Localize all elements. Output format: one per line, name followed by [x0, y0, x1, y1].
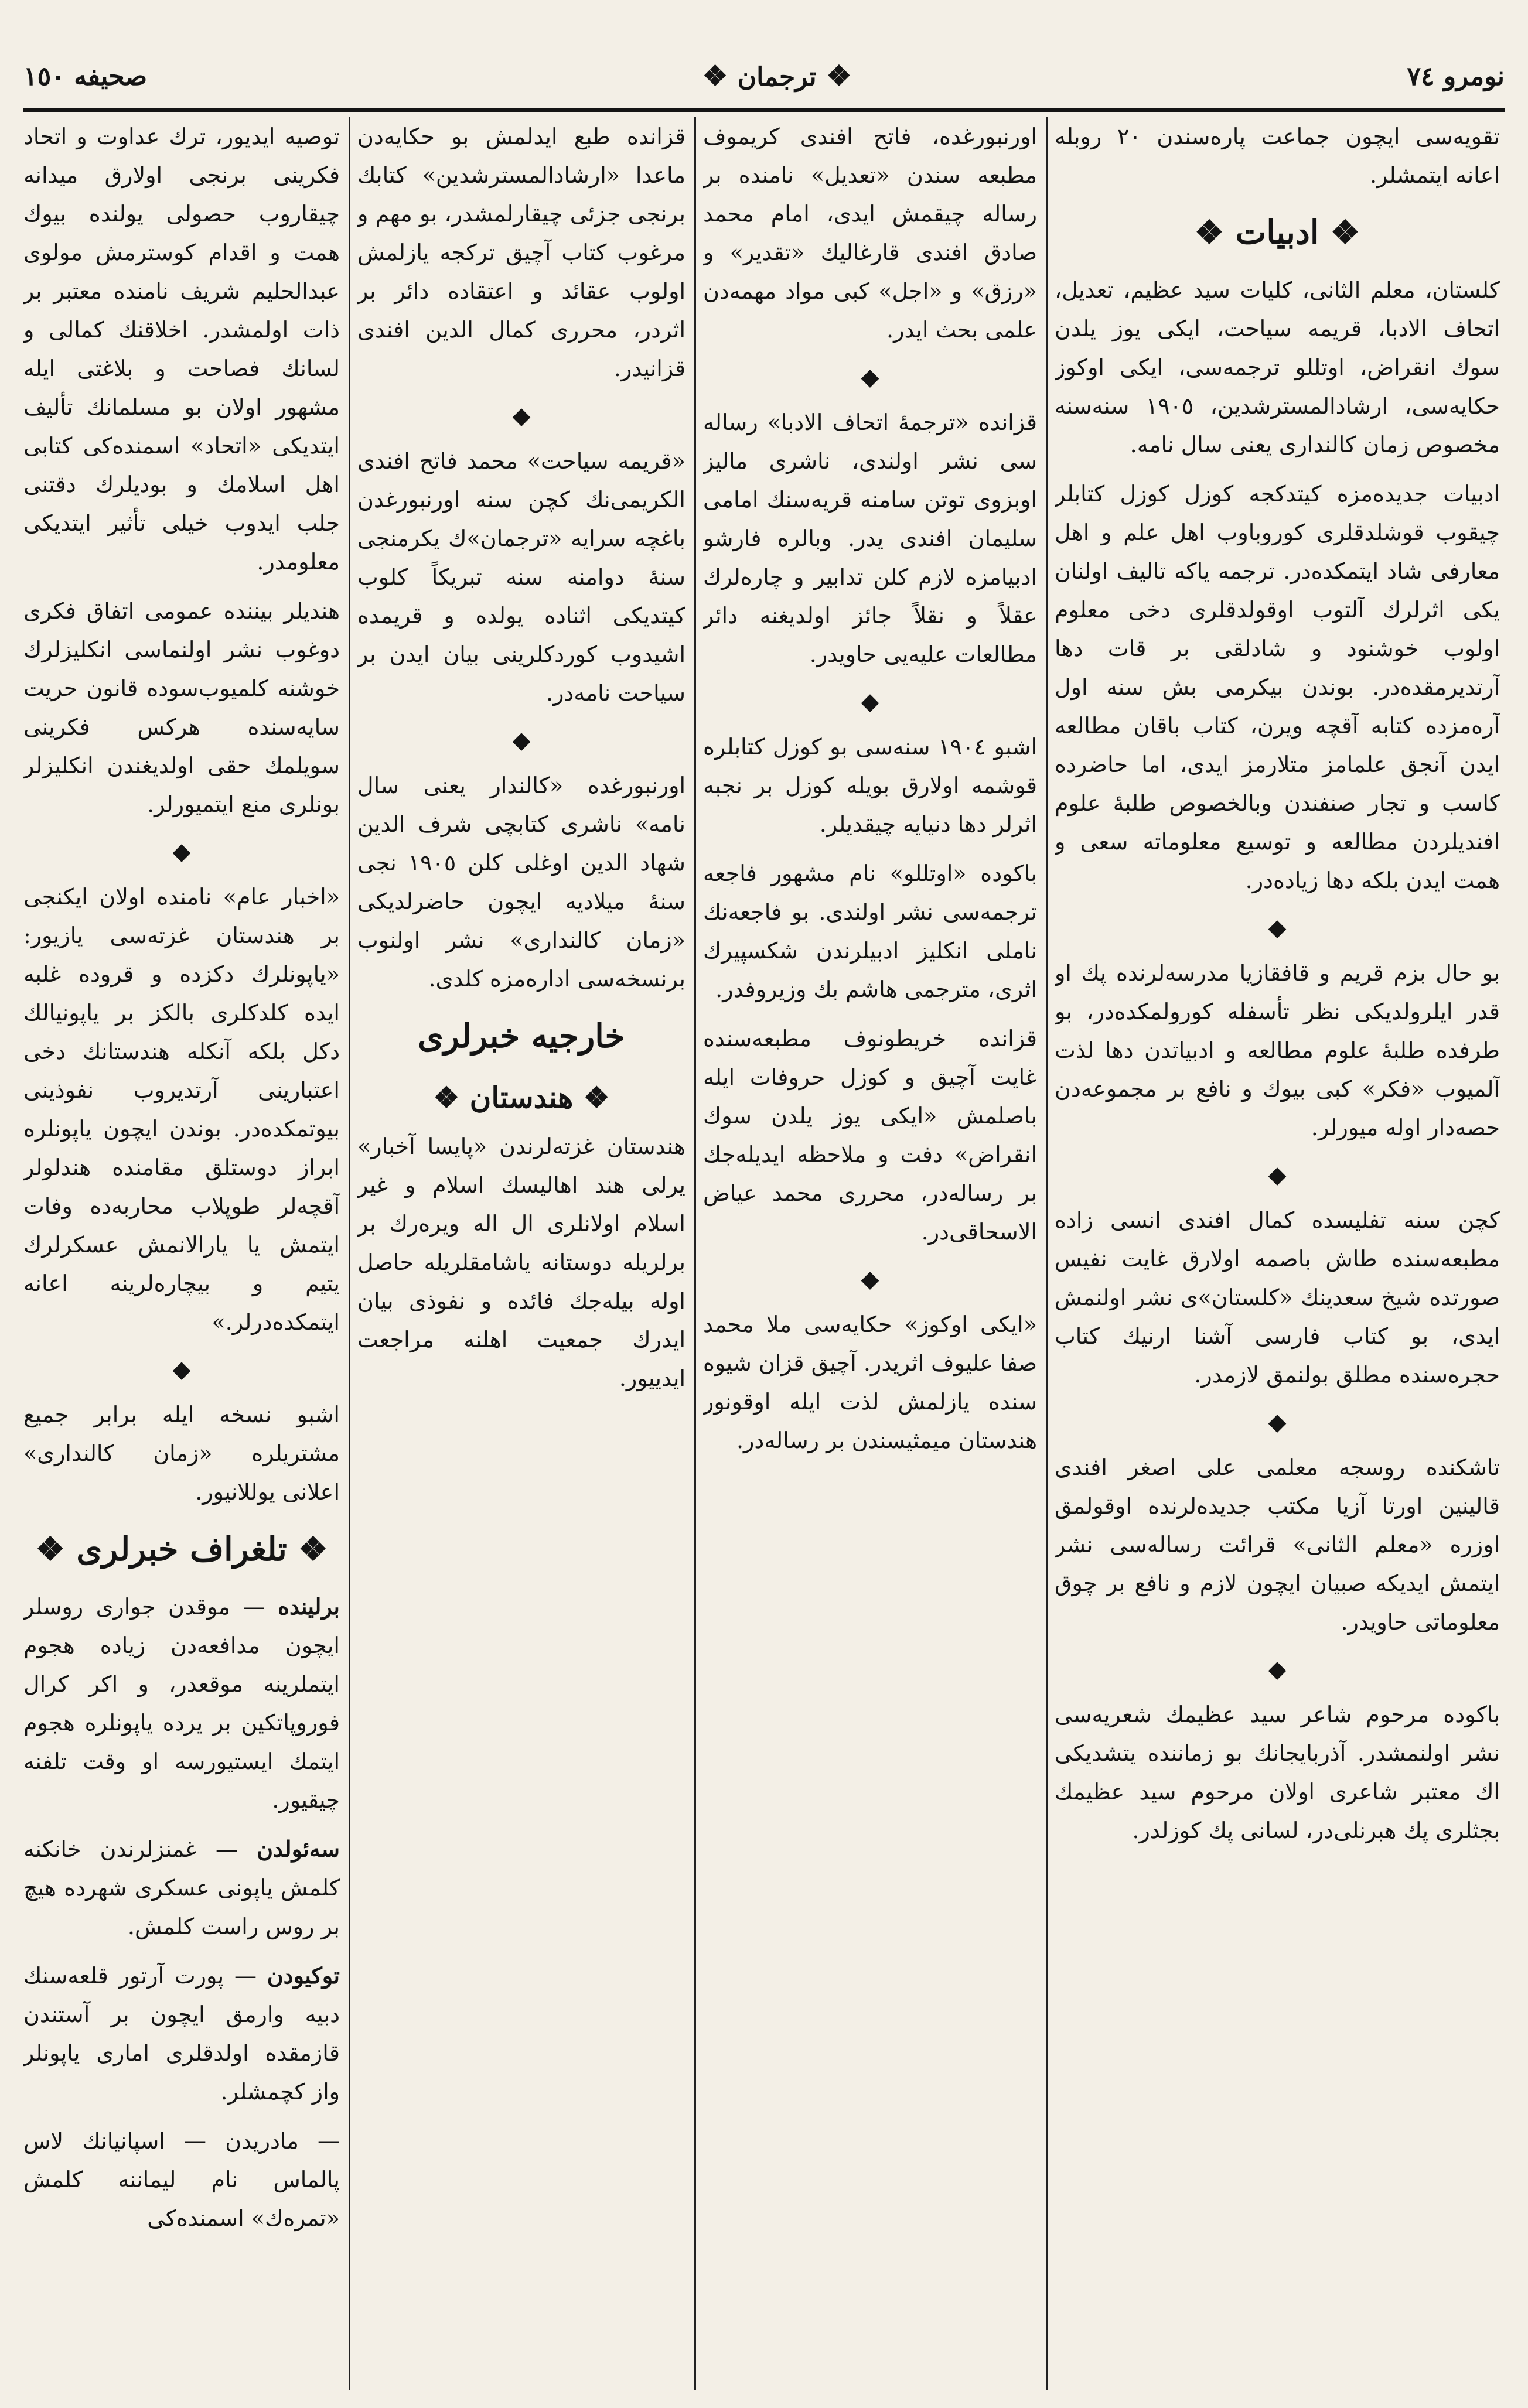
paragraph: اورنبورغده، فاتح افندى كريموف مطبعه سندن «تعديل» نامنده بر رساله چيقمش ايدى، امام محمد صادق افندى قارغاليك «تقدير» و «رزق» و «اجل» كبى مواد مهمه‌دن علمى بحث ايدر.	[703, 124, 1037, 343]
paragraph: كلستان، معلم الثانى، كليات سيد عظيم، تعديل، اتحاف الادبا، قريمه سياحت، ايكى يوز يلدن سوك انقراض، اوتللو ترجمه‌سى، ايكى اوكوز حكايه‌سى، ارشادالمسترشدين، ١٩٠٥ سنه‌سنه مخصوص زمان كالندارى يعنى سال نامه.	[1055, 277, 1500, 457]
dateline-tag: توكيودن	[267, 1962, 340, 1989]
separator: ◆	[861, 364, 879, 391]
paragraph: كچن سنه تفليسده كمال افندى انسى زاده مطبعه‌سنده طاش باصمه اولارق غايت نفيس صورتده شيخ سعدينك «كلستان»ى نشر اولنمش ايدى، بو كتاب فارسى آشنا ارنيك كتاب حجره‌سنده مطلق بولنمق لازمدر.	[1055, 1207, 1500, 1388]
page-header	[23, 41, 1505, 111]
section-heading: ❖ تلغراف خبرلرى ❖	[35, 1530, 328, 1569]
paragraph: باكوده مرحوم شاعر سيد عظيمك شعريه‌سى نشر اولنمشدر. آذربايجانك بو زماننده يتشديكى اك معتبر شاعرى اولان مرحوم سيد عظيمك بجثلرى پك هبرنلى‌در، لسانى پك كوزلدر.	[1055, 1702, 1500, 1843]
section-subheading: ❖ هندستان ❖	[433, 1080, 610, 1115]
column-2	[703, 117, 1037, 2390]
issue-number: نومرو ٧٤	[1407, 61, 1505, 91]
paragraph: اورنبورغده «كالندار يعنى سال نامه» ناشرى كتابچى شرف الدين شهاد الدين اوغلى كلن ١٩٠٥ نجى سنهٔ ميلاديه ايچون حاضرلديكى «زمان كالندارى» نشر اولنوب برنسخه‌سى اداره‌مزه كلدى.	[357, 773, 685, 992]
paragraph: قزانده طبع ايدلمش بو حكايه‌دن ماعدا «ارشادالمسترشدين» كتابك برنجى جزئى چيقارلمشدر، بو مهم و مرغوب كتاب آچيق تركجه يازلمش اولوب عقائد و اعتقاده دائر بر اثردر، محررى كمال الدين افندى قزانيدر.	[357, 124, 685, 381]
separator: ◆	[512, 727, 531, 754]
separator: ◆	[1268, 914, 1287, 941]
separator: ◆	[1268, 1162, 1287, 1188]
separator: ◆	[512, 402, 531, 429]
paragraph: «قريمه سياحت» محمد فاتح افندى الكريمى‌نك كچن سنه اورنبورغدن باغچه سرايه «ترجمان»ك يكرمنجى سنهٔ دوامنه سنه تبريكاً كلوب كيتديكى اثناده يولده و قريمده اشيدوب كوردكلرينى بيان ايدن بر سياحت نامه‌در.	[357, 448, 685, 706]
paragraph: — مادريدن — اسپانيانك لاس پالماس نام ليماننه كلمش «تمره‌ك» اسمنده‌كى	[23, 2128, 340, 2231]
paragraph: هندستان غزته‌لرندن «پايسا آخبار» يرلى هند اهاليسك اسلام و غير اسلام اولانلرى ال اله ويره‌رك بر برلريله دوستانه ياشامقلريله حاصل اوله بيله‌جك فائده و نفوذى بيان ايدرك جمعيت اهلنه مراجعت ايدييور.	[357, 1133, 685, 1391]
paragraph: باكوده «اوتللو» نام مشهور فاجعه ترجمه‌سى نشر اولندى. بو فاجعه‌نك ناملى انكليز ادبيلرندن شكسپيرك اثرى، مترجمى هاشم بك وزيروفدر.	[703, 860, 1037, 1002]
column-4	[23, 117, 340, 2390]
dateline-tag: سه‌ئولدن	[257, 1836, 340, 1862]
paper-name: ترجمان	[737, 62, 817, 92]
paragraph: «اخبار عام» نامنده اولان ايكنجى بر هندستان غزته‌سى يازيور: «ياپونلرك دكزده و قروده غلبه ايده كلدكلرى بالكز بر ياپونيالك دكل بلكه آنكله هندستانك دخى اعتبارينى آرتديروب نفوذينى بيوتمكده‌در. بوندن ايچون ياپونلره ابراز دوستلق مقامنده هندلولر آقچه‌لر طوپلاب محاربه‌ده وفات ايتمش يا يارالانمش عسكرلرك يتيم و بيچاره‌لرينه اعانه ايتمكده‌درلر.»	[23, 884, 340, 1335]
dateline-tag: برلينده	[278, 1593, 340, 1620]
section-heading: ❖ ادبيات ❖	[1194, 213, 1360, 252]
column-1	[1055, 117, 1500, 2390]
paragraph: ادبيات جديده‌مزه كيتدكجه كوزل كوزل كتابلر چيقوب قوشلدقلرى كوروباوب اهل علم و اهل معارفى شاد ايتمكده‌در. ترجمه ياكه تاليف اولنان يكى اثرلرك آلتوب اوقولدقلرى دخى معلوم اولوب خوشنود و شادلقى بر قات دها آرتديرمقده‌در. بوندن بيكرمى بش سنه اول آره‌مزده كتابه آقچه ويرن، كتاب باقان مطالعه ايدن آنجق علمامز متلارمز ايدى، اما حاضرده كاسب و تجار صنفندن وبالخصوص طلبهٔ علوم افنديلردن مطالعه و توسيع معلوماته سعى و همت ايدن بلكه دها زياده‌در.	[1055, 481, 1500, 893]
paragraph: بو حال بزم قريم و قافقازيا مدرسه‌لرنده پك او قدر ايلرولديكى نظر تأسفله كورولمكده‌در، بو طرفده طلبهٔ علوم مطالعه و ادبياتدن دها لذت آلميوب «فكر» كبى بيوك و نافع بر مجموعه‌دن حصه‌دار اوله ميورلر.	[1055, 960, 1500, 1140]
column-divider	[349, 117, 350, 2390]
paragraph: هنديلر بيننده عمومى اتفاق فكرى دوغوب نشر اولنماسى انكليزلرك خوشنه كلميوب‌سوده قانون حريت سايه‌سنده هركس فكرينى سويلمك حقى اولديغندن انكليزلر بونلرى منع ايتميورلر.	[23, 598, 340, 817]
paragraph: قزانده خريطونوف مطبعه‌سنده غايت آچيق و كوزل حروفات ايله باصلمش «ايكى يوز يلدن سوك انقراض» دفت و ملاحظه ايديله‌جك بر رساله‌در، محررى محمد عياض الاسحاقى‌در.	[703, 1026, 1037, 1245]
separator: ◆	[1268, 1409, 1287, 1436]
separator: ◆	[861, 688, 879, 715]
section-heading: خارجيه خبرلرى	[418, 1017, 625, 1056]
separator: ◆	[861, 1266, 879, 1293]
separator: ◆	[172, 838, 191, 865]
header-rule	[23, 108, 1505, 112]
paragraph: اشبو ١٩٠٤ سنه‌سى بو كوزل كتابلره قوشمه اولارق بويله كوزل بر نجبه اثرلر دها دنيايه چيقديلر.	[703, 734, 1037, 837]
paragraph: تاشكنده روسجه معلمى على اصغر افندى قالينين اورتا آزيا مكتب جديده‌لرنده اوقولمق اوزره «معلم الثانى» قرائت رساله‌سى نشر ايتمش ايديكه صبيان ايچون لازم و نافع بر چوق معلوماتى حاويدر.	[1055, 1454, 1500, 1635]
paragraph: توكيودن — پورت آرتور قلعه‌سنك دبيه وارمق ايچون بر آستندن قازمقده اولدقلرى امارى ياپونلر واز كچمشلر.	[23, 1962, 340, 2105]
column-divider	[694, 117, 696, 2390]
paragraph: اشبو نسخه ايله برابر جميع مشتريلره «زمان كالندارى» اعلانى يوللانيور.	[23, 1402, 340, 1505]
separator: ◆	[1268, 1656, 1287, 1683]
paragraph: توصيه ايديور، ترك عداوت و اتحاد فكرينى برنجى اولارق ميدانه چيقاروب حصولى يولنده بيوك همت و اقدام كوسترمش مولوى عبدالحليم شريف نامنده معتبر بر ذات اولمشدر. اخلاقنك كمالى و لسانك فصاحت و بلاغتى ايله مشهور اولان بو مسلمانك تأليف ايتديكى «اتحاد» اسمنده‌كى كتابى اهل اسلامك و بوديلرك دقتنى جلب ايدوب خيلى تأثير ايتديكى معلومدر.	[23, 124, 340, 575]
masthead-title: ❖ ترجمان ❖	[702, 60, 852, 93]
paragraph: قزانده «ترجمهٔ اتحاف الادبا» رساله سى نشر اولندى، ناشرى ماليز اوبزوى توتن سامنه قريه‌سنك امامى سليمان افندى يدر. وبالره فارشو ادبيامزه لازم كلن تدابير و چاره‌لرك عقلاً و نقلاً جائز اولديغنه دائر مطالعات عليه‌يى حاويدر.	[703, 409, 1037, 667]
paragraph: برلينده — موقدن جوارى روسلر ايچون مدافعه‌دن زياده هجوم ايتملرينه موقعدر، و اكر كرال فوروپاتكين بر يرده ياپونلره هجوم ايتمك ايستيورسه او وقت تلفنه چيقيور.	[23, 1593, 340, 1813]
paragraph: سه‌ئولدن — غمنزلرندن خانكنه كلمش ياپونى عسكرى شهرده هيچ بر روس راست كلمش.	[23, 1836, 340, 1939]
column-3	[357, 117, 685, 2390]
paragraph: «ايكى اوكوز» حكايه‌سى ملا محمد صفا عليوف اثريدر. آچيق قزان شيوه سنده يازلمش لذت ايله اوقونور هندستان ميمثيسندن بر رساله‌در.	[703, 1311, 1037, 1453]
column-divider	[1046, 117, 1048, 2390]
paragraph: تقويه‌سى ايچون جماعت پاره‌سندن ٢٠ روبله اعانه ايتمشلر.	[1055, 124, 1500, 188]
separator: ◆	[172, 1356, 191, 1383]
page-number: صحيفه ١٥٠	[23, 61, 148, 91]
